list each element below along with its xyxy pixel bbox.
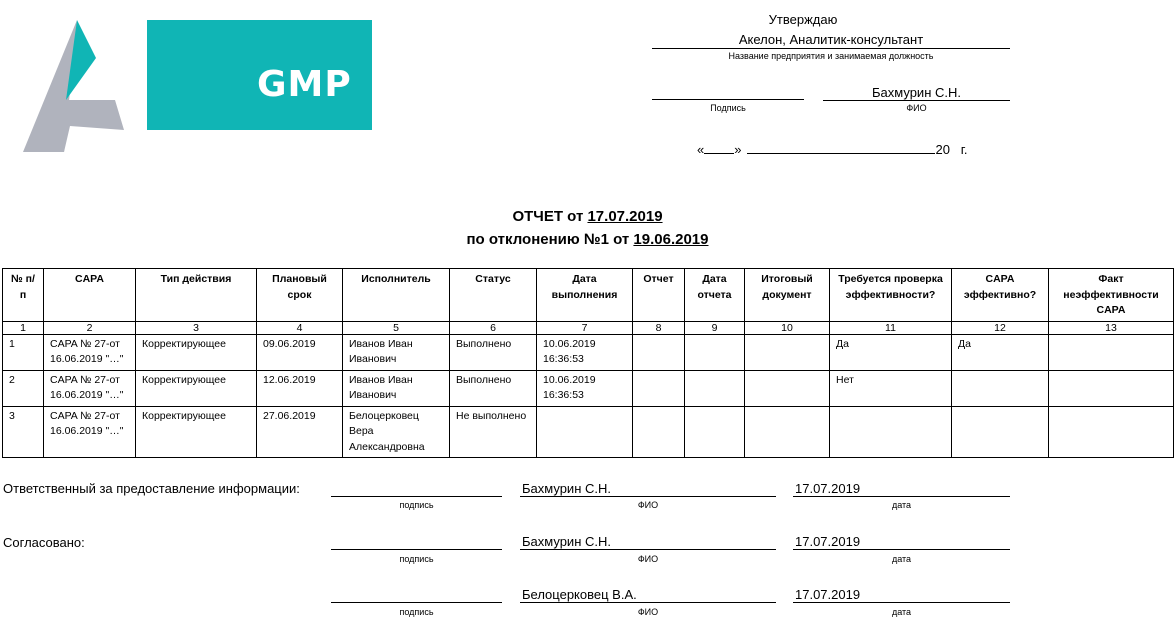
table-cell: 1 [3, 334, 44, 370]
table-cell [1049, 406, 1174, 458]
table-cell: 10.06.2019 16:36:53 [537, 370, 633, 406]
number-cell: 6 [450, 321, 537, 334]
table-cell: Корректирующее [136, 370, 257, 406]
table-cell [633, 406, 685, 458]
table-cell: Да [830, 334, 952, 370]
table-cell [745, 370, 830, 406]
number-cell: 7 [537, 321, 633, 334]
report-title [0, 208, 1175, 225]
header-cell: Плановый срок [257, 269, 343, 322]
approved-label: Согласовано: [3, 535, 85, 550]
report-date: 17.07.2019 [587, 208, 663, 225]
table-cell [633, 370, 685, 406]
report-title-prefix: ОТЧЕТ от [512, 208, 588, 225]
date-open-quote: « [697, 142, 705, 157]
table-cell: CAPA № 27-от 16.06.2019 "…" [44, 334, 136, 370]
fio-caption: ФИО [637, 554, 659, 564]
number-cell: 11 [830, 321, 952, 334]
table-cell [952, 406, 1049, 458]
table-cell [633, 334, 685, 370]
fio-value: Бахмурин С.Н. [520, 481, 776, 497]
table-cell [952, 370, 1049, 406]
header-cell: Исполнитель [343, 269, 450, 322]
table-cell [1049, 334, 1174, 370]
header-cell: Итоговый документ [745, 269, 830, 322]
number-cell: 1 [3, 321, 44, 334]
header-cell: Статус [450, 269, 537, 322]
table-cell: Корректирующее [136, 406, 257, 458]
table-cell [1049, 370, 1174, 406]
approval-signature-caption: Подпись [710, 103, 746, 113]
table-cell: Выполнено [450, 370, 537, 406]
date-month-blank [747, 141, 935, 154]
table-cell: 10.06.2019 16:36:53 [537, 334, 633, 370]
table-cell [685, 370, 745, 406]
table-cell [830, 406, 952, 458]
table-cell: Иванов Иван Иванович [343, 334, 450, 370]
responsible-label: Ответственный за предоставление информации: [3, 481, 300, 496]
table-cell [685, 334, 745, 370]
number-cell: 13 [1049, 321, 1174, 334]
table-number-row [3, 321, 1174, 334]
approval-signature-line [652, 99, 804, 100]
number-cell: 8 [633, 321, 685, 334]
date-caption: дата [891, 500, 912, 510]
date-caption: дата [891, 554, 912, 564]
approval-fio-caption: ФИО [906, 103, 927, 113]
signature-caption: подпись [399, 500, 434, 510]
table-cell: Нет [830, 370, 952, 406]
approval-date-line [697, 141, 968, 157]
signature-line [331, 496, 502, 497]
header-cell: Дата отчета [685, 269, 745, 322]
header-cell: Тип действия [136, 269, 257, 322]
date-value: 17.07.2019 [793, 587, 1010, 603]
logo-banner [147, 20, 372, 130]
approval-org-caption: Название предприятия и занимаемая должность [728, 51, 934, 61]
header-cell: Дата выполнения [537, 269, 633, 322]
signature-caption: подпись [399, 554, 434, 564]
table-cell: Белоцерковец Вера Александровна [343, 406, 450, 458]
number-cell: 10 [745, 321, 830, 334]
approval-title: Утверждаю [768, 12, 838, 27]
deviation-date: 19.06.2019 [633, 231, 709, 248]
table-cell: 09.06.2019 [257, 334, 343, 370]
approval-org: Акелон, Аналитик-консультант [652, 32, 1010, 49]
date-day-blank [704, 141, 734, 154]
report-subtitle-prefix: по отклонению №1 от [466, 231, 634, 248]
table-header-row [3, 269, 1174, 322]
number-cell: 5 [343, 321, 450, 334]
table-cell [745, 334, 830, 370]
date-caption: дата [891, 607, 912, 617]
header-cell: Требуется проверка эффективности? [830, 269, 952, 322]
report-subtitle [0, 231, 1175, 248]
logo-mark-icon [20, 18, 130, 154]
approval-fio: Бахмурин С.Н. [823, 85, 1010, 101]
number-cell: 12 [952, 321, 1049, 334]
table-cell: 3 [3, 406, 44, 458]
table-cell: Корректирующее [136, 334, 257, 370]
header-cell: Отчет [633, 269, 685, 322]
signature-line [331, 602, 502, 603]
table-cell [537, 406, 633, 458]
table-cell [685, 406, 745, 458]
table-row [3, 370, 1174, 406]
number-cell: 4 [257, 321, 343, 334]
fio-caption: ФИО [637, 500, 659, 510]
number-cell: 2 [44, 321, 136, 334]
table-row [3, 334, 1174, 370]
table-cell: Не выполнено [450, 406, 537, 458]
number-cell: 9 [685, 321, 745, 334]
date-value: 17.07.2019 [793, 534, 1010, 550]
table-cell [745, 406, 830, 458]
table-cell: Да [952, 334, 1049, 370]
table-cell: 27.06.2019 [257, 406, 343, 458]
signature-caption: подпись [399, 607, 434, 617]
date-close-quote: » [734, 142, 742, 157]
table-cell: CAPA № 27-от 16.06.2019 "…" [44, 406, 136, 458]
table-cell: Выполнено [450, 334, 537, 370]
report-table [2, 268, 1174, 458]
header-cell: CAPA [44, 269, 136, 322]
date-value: 17.07.2019 [793, 481, 1010, 497]
table-cell: 2 [3, 370, 44, 406]
signature-line [331, 549, 502, 550]
table-row [3, 406, 1174, 458]
header-cell: № п/п [3, 269, 44, 322]
fio-value: Бахмурин С.Н. [520, 534, 776, 550]
number-cell: 3 [136, 321, 257, 334]
table-cell: Иванов Иван Иванович [343, 370, 450, 406]
fio-caption: ФИО [637, 607, 659, 617]
fio-value: Белоцерковец В.А. [520, 587, 776, 603]
date-year: 20 [935, 142, 950, 157]
logo-text: GMP [257, 64, 352, 105]
header-cell: Факт неэффективности CAPA [1049, 269, 1174, 322]
table-cell: 12.06.2019 [257, 370, 343, 406]
header-cell: CAPA эффективно? [952, 269, 1049, 322]
table-cell: CAPA № 27-от 16.06.2019 "…" [44, 370, 136, 406]
date-year-unit: г. [960, 142, 968, 157]
